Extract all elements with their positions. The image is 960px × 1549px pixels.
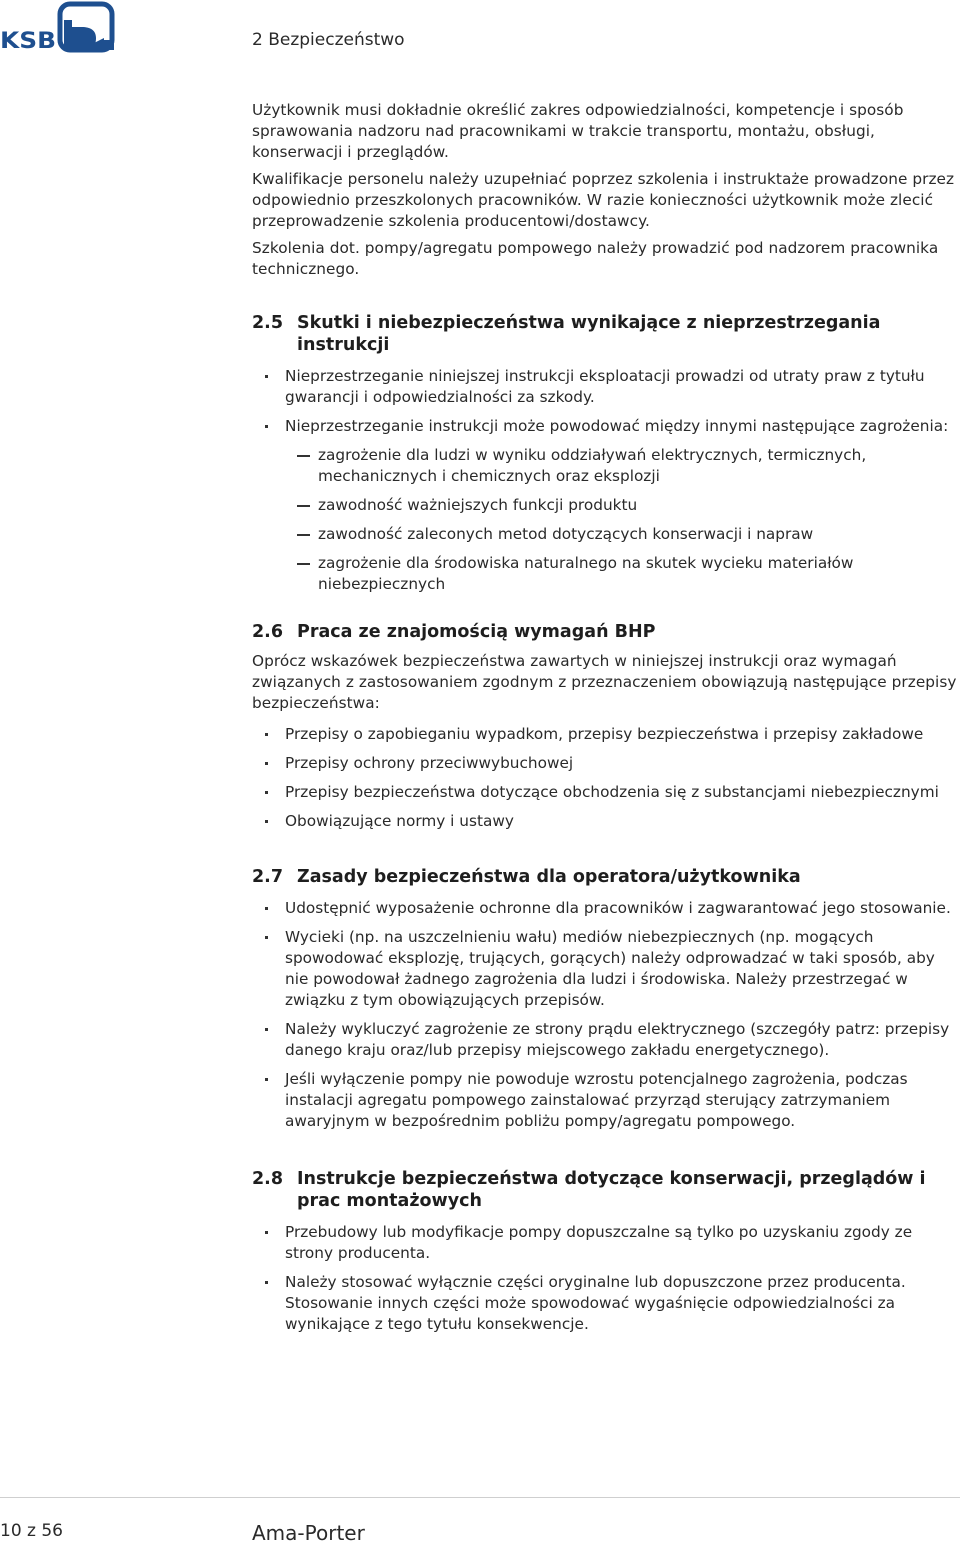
section-2-5 xyxy=(252,312,957,595)
list-item-text: Jeśli wyłączenie pompy nie powoduje wzrostu potencjalnego zagrożenia, podczas instalacji agregatu pompowego zainstalować przyrząd sterujący zatrzymaniem awaryjnym w bezpośrednim pobliżu pompy/agregatu pompowego. xyxy=(285,1070,908,1130)
dash-item xyxy=(285,553,957,595)
section-2-6-intro: Oprócz wskazówek bezpieczeństwa zawartych w niniejszej instrukcji oraz wymagań związanych z zastosowaniem zgodnym z przeznaczeniem obowiązują następujące przepisy bezpieczeństwa: xyxy=(252,652,957,712)
section-number: 2.7 xyxy=(252,867,284,887)
bullet-list xyxy=(252,724,957,832)
bullet-icon xyxy=(265,1028,268,1031)
section-2-6 xyxy=(252,621,957,832)
intro-paragraph-1: Użytkownik musi dokładnie określić zakres odpowiedzialności, kompetencje i sposób sprawowania nadzoru nad pracownikami w trakcie transportu, montażu, obsługi, konserwacji i przeglądów. xyxy=(252,101,904,161)
chapter-title: 2 Bezpieczeństwo xyxy=(252,30,405,50)
section-title: Instrukcje bezpieczeństwa dotyczące konserwacji, przeglądów i prac montażowych xyxy=(297,1169,926,1211)
bullet-list xyxy=(252,1222,957,1335)
dash-item-text: zawodność ważniejszych funkcji produktu xyxy=(318,496,638,514)
bullet-icon xyxy=(265,425,268,428)
footer-divider xyxy=(0,1497,960,1498)
section-2-5-heading xyxy=(252,312,957,356)
list-item xyxy=(252,898,957,919)
list-item xyxy=(252,1222,957,1264)
bullet-icon xyxy=(265,375,268,378)
list-item xyxy=(252,927,957,1011)
page-content xyxy=(252,100,957,1343)
section-2-7 xyxy=(252,866,957,1132)
dash-item-text: zagrożenie dla środowiska naturalnego na skutek wycieku materiałów niebezpiecznych xyxy=(318,554,854,593)
intro-paragraph-2: Kwalifikacje personelu należy uzupełniać poprzez szkolenia i instruktaże prowadzone przez odpowiednio przeszkolonych pracowników. W razie konieczności użytkownik może zlecić przeprowadzenie szkolenia producentowi/dostawcy. xyxy=(252,170,955,230)
list-item-text: Obowiązujące normy i ustawy xyxy=(285,812,514,830)
list-item xyxy=(252,782,957,803)
section-2-8 xyxy=(252,1168,957,1335)
section-title: Zasady bezpieczeństwa dla operatora/użytkownika xyxy=(297,867,801,887)
bullet-list xyxy=(252,366,957,595)
dash-list xyxy=(285,445,957,595)
bullet-icon xyxy=(265,1231,268,1234)
page-number: 10 z 56 xyxy=(0,1521,63,1541)
dash-item-text: zagrożenie dla ludzi w wyniku oddziaływań elektrycznych, termicznych, mechanicznych i chemicznych oraz eksplozji xyxy=(318,446,867,485)
list-item xyxy=(252,724,957,745)
list-item-text: Przepisy o zapobieganiu wypadkom, przepisy bezpieczeństwa i przepisy zakładowe xyxy=(285,725,924,743)
list-item-text: Nieprzestrzeganie niniejszej instrukcji eksploatacji prowadzi od utraty praw z tytułu gwarancji i odpowiedzialności za szkody. xyxy=(285,367,925,406)
list-item xyxy=(252,416,957,595)
list-item xyxy=(252,1272,957,1335)
section-number: 2.5 xyxy=(252,313,284,333)
bullet-icon xyxy=(265,762,268,765)
bullet-list xyxy=(252,898,957,1132)
section-number: 2.6 xyxy=(252,622,284,642)
bullet-icon xyxy=(265,820,268,823)
ksb-logo xyxy=(0,0,116,54)
dash-icon xyxy=(297,455,310,457)
dash-icon xyxy=(297,534,310,536)
section-2-6-heading xyxy=(252,621,957,643)
section-2-7-heading xyxy=(252,866,957,888)
dash-item-text: zawodność zaleconych metod dotyczących konserwacji i napraw xyxy=(318,525,814,543)
dash-item xyxy=(285,495,957,516)
list-item-text: Wycieki (np. na uszczelnieniu wału) mediów niebezpiecznych (np. mogących spowodować eksplozję, trujących, gorących) należy odprowadzać w taki sposób, aby nie powodował żadnego zagrożenia dla ludzi i środowiska. Należy przestrzegać w związku z tym obowiązujących przepisów. xyxy=(285,928,935,1009)
product-name: Ama-Porter xyxy=(252,1521,365,1545)
page-header xyxy=(0,0,960,60)
list-item-text: Należy stosować wyłącznie części oryginalne lub dopuszczone przez producenta. Stosowanie innych części może spowodować wygaśnięcie odpowiedzialności za wynikające z tego tytułu konsekwencje. xyxy=(285,1273,906,1333)
list-item xyxy=(252,1019,957,1061)
list-item xyxy=(252,753,957,774)
list-item-text: Udostępnić wyposażenie ochronne dla pracowników i zagwarantować jego stosowanie. xyxy=(285,899,951,917)
bullet-icon xyxy=(265,733,268,736)
list-item-text: Przepisy bezpieczeństwa dotyczące obchodzenia się z substancjami niebezpiecznymi xyxy=(285,783,939,801)
bullet-icon xyxy=(265,907,268,910)
bullet-icon xyxy=(265,791,268,794)
section-title: Skutki i niebezpieczeństwa wynikające z nieprzestrzegania instrukcji xyxy=(297,313,881,355)
list-item xyxy=(252,1069,957,1132)
list-item-text: Należy wykluczyć zagrożenie ze strony prądu elektrycznego (szczegóły patrz: przepisy danego kraju oraz/lub przepisy miejscowego zakładu energetycznego). xyxy=(285,1020,950,1059)
section-number: 2.8 xyxy=(252,1169,284,1189)
dash-item xyxy=(285,445,957,487)
bullet-icon xyxy=(265,1078,268,1081)
list-item-text: Nieprzestrzeganie instrukcji może powodować między innymi następujące zagrożenia: xyxy=(285,417,949,435)
list-item xyxy=(252,366,957,408)
svg-text:KSB: KSB xyxy=(0,29,57,54)
section-2-8-heading xyxy=(252,1168,957,1212)
dash-icon xyxy=(297,563,310,565)
intro-paragraph-3: Szkolenia dot. pompy/agregatu pompowego należy prowadzić pod nadzorem pracownika technicznego. xyxy=(252,239,939,278)
bullet-icon xyxy=(265,936,268,939)
dash-icon xyxy=(297,505,310,507)
list-item-text: Przepisy ochrony przeciwwybuchowej xyxy=(285,754,574,772)
list-item xyxy=(252,811,957,832)
dash-item xyxy=(285,524,957,545)
section-title: Praca ze znajomością wymagań BHP xyxy=(297,622,656,642)
bullet-icon xyxy=(265,1281,268,1284)
list-item-text: Przebudowy lub modyfikacje pompy dopuszczalne są tylko po uzyskaniu zgody ze strony producenta. xyxy=(285,1223,913,1262)
